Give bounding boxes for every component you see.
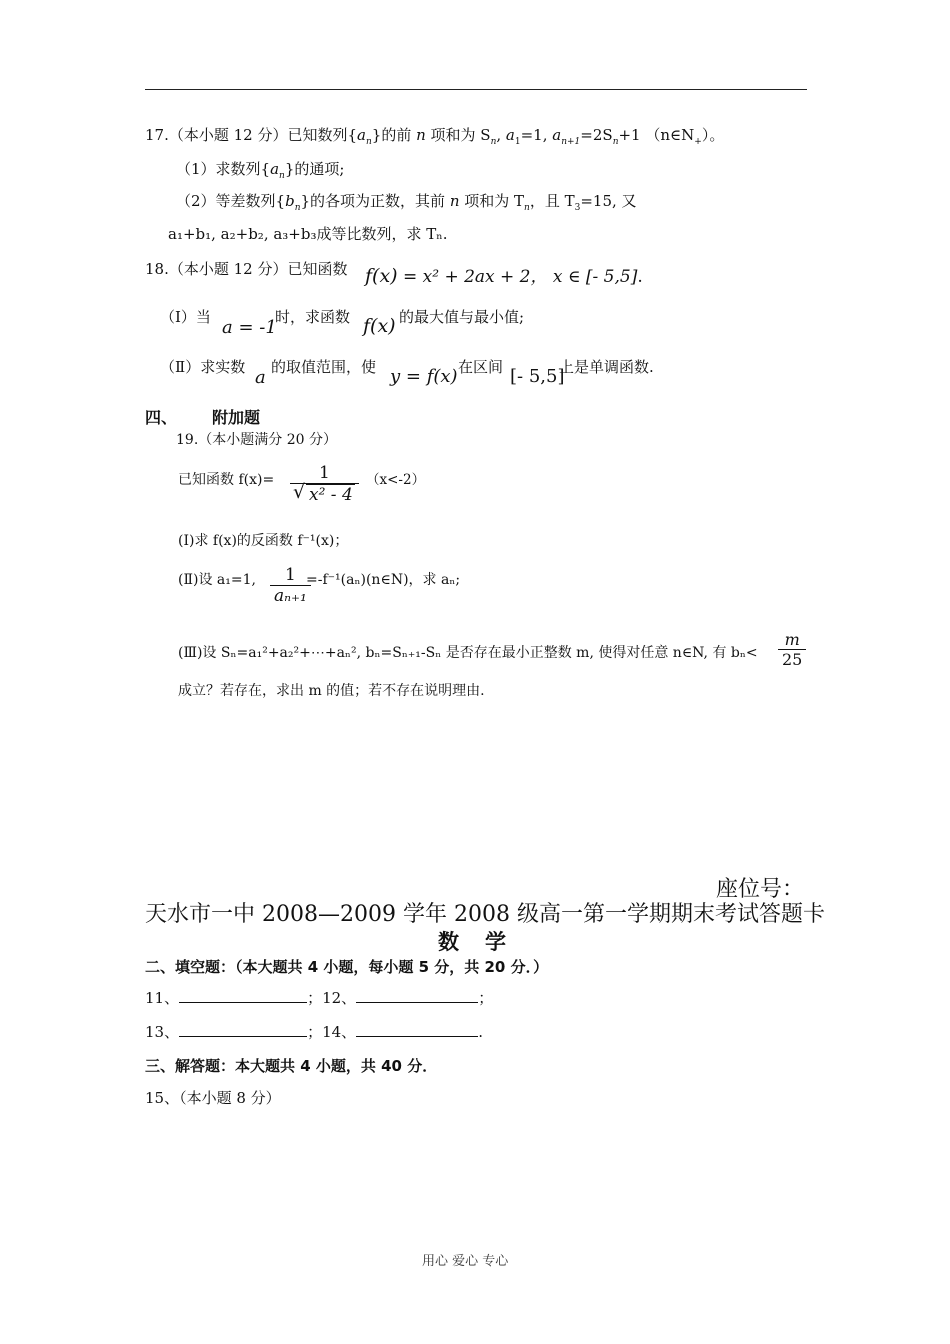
q19-part3-numerator: m bbox=[784, 630, 800, 649]
q18-function: f(x) = x² + 2ax + 2， x ∈ [- 5,5]. bbox=[365, 265, 643, 287]
q19-def-fraction bbox=[290, 463, 359, 505]
q18-part2-interval: [- 5,5] bbox=[510, 366, 565, 387]
q19-header: 19.（本小题满分 20 分） bbox=[176, 432, 337, 448]
seat-number-label: 座位号： bbox=[716, 877, 805, 902]
solve-section-header: 三、解答题：本大题共 4 小题，共 40 分． bbox=[145, 1057, 438, 1075]
q18-part1-post: 的最大值与最小值; bbox=[399, 308, 525, 326]
q19-part2-numerator: 1 bbox=[285, 565, 296, 585]
q18-part1-pre: （Ⅰ）当 bbox=[160, 308, 211, 326]
q19-def-condition: （x<-2） bbox=[366, 472, 426, 488]
section4-number: 四、 bbox=[145, 408, 178, 427]
q17-part2: （2）等差数列$\{b_n\}$的各项为正数，其前 n 项和为 $T_n$，且 $T_3=15$, 又 bbox=[176, 192, 637, 213]
answer-blank-12[interactable] bbox=[356, 988, 478, 1003]
page-footer: 用心 爱心 专心 bbox=[422, 1254, 509, 1269]
q17-part1: （1）求数列$\{a_n\}$的通项; bbox=[176, 160, 345, 181]
q18-part1-fx: f(x) bbox=[363, 315, 396, 337]
q19-part1: (Ⅰ)求 f(x)的反函数 f⁻¹(x)； bbox=[178, 533, 349, 549]
answer-blank-14[interactable] bbox=[356, 1022, 478, 1037]
q19-part2-denominator: aₙ₊₁ bbox=[270, 585, 311, 606]
answer-blank-13[interactable] bbox=[179, 1022, 307, 1037]
q19-part2-fraction bbox=[270, 565, 311, 606]
q17-header: 17.（本小题 12 分）已知数列$\{a_n\}$的前 n 项和为 $S_n$, $a_1=1$, $a_{n+1}=2S_n+1$ $(n\in N_+)$。 bbox=[145, 126, 725, 147]
header-rule bbox=[145, 89, 807, 90]
q18-part2-y: y = f(x) bbox=[390, 366, 458, 387]
q19-part2-post: =-f⁻¹(aₙ)(n∈N)，求 aₙ; bbox=[306, 572, 461, 588]
q18-part2-mid2: 在区间 bbox=[458, 358, 504, 376]
section4-title: 附加题 bbox=[212, 408, 261, 427]
q18-part2-post: 上是单调函数. bbox=[559, 358, 654, 376]
q18-part1-mid: 时，求函数 bbox=[275, 308, 351, 326]
answer-q15-label: 15、（本小题 8 分） bbox=[145, 1089, 281, 1107]
q19-part3-denominator: 25 bbox=[778, 649, 806, 669]
q18-part2-mid: 的取值范围，使 bbox=[271, 358, 377, 376]
answer-blank-11[interactable] bbox=[179, 988, 307, 1003]
answer-sheet-subject: 数学 bbox=[438, 929, 532, 954]
fill-in-section-header: 二、填空题：（本大题共 4 小题，每小题 5 分，共 20 分．） bbox=[145, 958, 549, 976]
q18-part2-a: a bbox=[255, 367, 266, 388]
q18-part2-pre: （Ⅱ）求实数 bbox=[160, 358, 246, 376]
q19-part3: (Ⅲ)设 Sₙ=a₁²+a₂²+⋯+aₙ², bₙ=Sₙ₊₁-Sₙ 是否存在最小正整数 m, 使得对任意 n∈N, 有 bₙ< bbox=[178, 645, 758, 661]
answer-row-13-14: 13、 ；14、 . bbox=[145, 1023, 483, 1041]
q19-def-pre: 已知函数 f(x)= bbox=[178, 472, 275, 488]
q19-part3-cont: 成立？若存在，求出 m 的值；若不存在说明理由. bbox=[178, 683, 485, 699]
answer-sheet-title: 天水市一中 2008—2009 学年 2008 级高一第一学期期末考试答题卡 bbox=[145, 902, 825, 927]
q18-part1-cond: a = -1 bbox=[222, 317, 277, 338]
q17-part2-cont: a₁+b₁, a₂+b₂, a₃+b₃成等比数列，求 Tₙ. bbox=[168, 225, 448, 243]
q19-part3-fraction bbox=[778, 630, 806, 669]
answer-row-11-12: 11、 ；12、 ； bbox=[145, 989, 494, 1007]
q19-def-denominator: √ x² - 4 bbox=[290, 483, 359, 505]
q19-part2-pre: (Ⅱ)设 a₁=1, bbox=[178, 572, 256, 588]
q18-header: 18.（本小题 12 分）已知函数 bbox=[145, 260, 348, 278]
q19-def-numerator: 1 bbox=[318, 463, 330, 483]
